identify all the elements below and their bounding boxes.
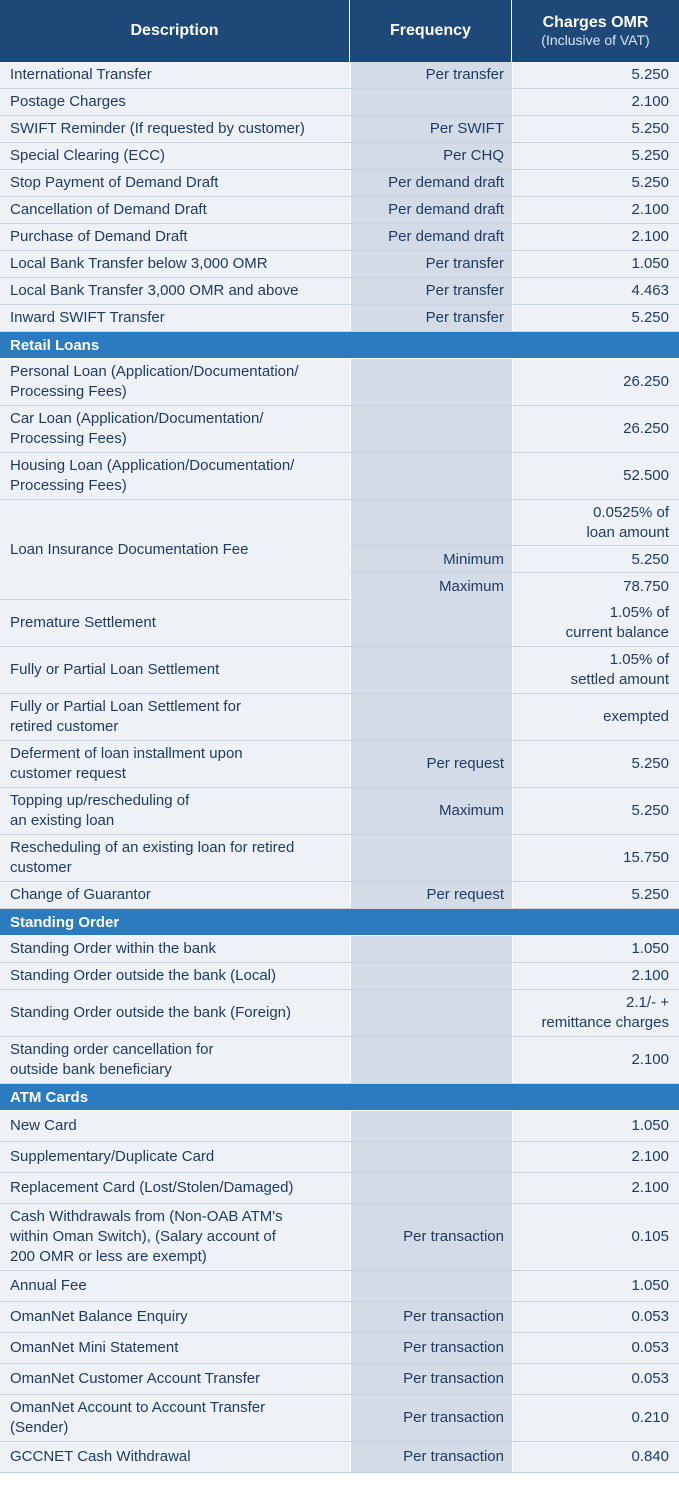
charge-cell — [512, 963, 679, 989]
header-frequency: Frequency — [350, 0, 512, 62]
charge-cell — [512, 788, 679, 834]
charge-cell — [512, 835, 679, 881]
charge-cell-text: 15.750 — [623, 849, 669, 866]
frequency-cell-text: Per transaction — [403, 1339, 504, 1356]
description-cell — [0, 89, 350, 115]
frequency-cell-text: Per demand draft — [388, 174, 504, 191]
header-charges: Charges OMR (Inclusive of VAT) — [541, 14, 650, 48]
charge-cell-text: 78.750 — [623, 577, 669, 595]
description-cell-text: International Transfer — [10, 66, 152, 83]
charge-cell — [512, 1442, 679, 1472]
description-cell — [0, 305, 350, 331]
table-row — [0, 1442, 679, 1473]
charge-cell-text: 0.210 — [631, 1409, 669, 1426]
frequency-cell — [350, 1173, 512, 1203]
charge-cell-text: 5.250 — [631, 66, 669, 83]
table-row — [0, 197, 679, 224]
charge-cell — [512, 406, 679, 452]
charge-cell-text: 1.05% of settled amount — [570, 651, 669, 688]
description-cell-text: GCCNET Cash Withdrawal — [10, 1448, 191, 1465]
frequency-cell-text: Maximum — [438, 577, 504, 595]
charge-cell-text: 0.053 — [631, 1339, 669, 1356]
description-cell — [0, 1111, 350, 1141]
frequency-cell — [350, 546, 512, 573]
charge-cell-text: 5.250 — [631, 802, 669, 819]
frequency-cell — [350, 1111, 512, 1141]
charge-cell — [512, 741, 679, 787]
charge-cell-text: 0.105 — [631, 1228, 669, 1245]
charge-cell-text: 52.500 — [623, 467, 669, 484]
table-row — [0, 116, 679, 143]
description-cell — [0, 1333, 350, 1363]
description-cell-text: OmanNet Account to Account Transfer (Sender) — [10, 1399, 266, 1436]
charge-cell — [512, 197, 679, 223]
description-cell — [0, 1302, 350, 1332]
charge-cell-text: 1.05% of current balance — [565, 604, 669, 641]
frequency-cell-text: Per CHQ — [443, 147, 504, 164]
charge-cell-text: 5.250 — [631, 550, 669, 568]
frequency-cell — [350, 1204, 512, 1270]
description-cell — [0, 278, 350, 304]
description-cell — [0, 170, 350, 196]
description-cell-text: Stop Payment of Demand Draft — [10, 174, 219, 191]
frequency-cell — [350, 647, 512, 693]
description-cell — [0, 1364, 350, 1394]
charge-cell — [512, 1037, 679, 1083]
frequency-cell — [350, 278, 512, 304]
frequency-cell — [350, 170, 512, 196]
charge-cell-text: 5.250 — [631, 755, 669, 772]
frequency-cell — [350, 1333, 512, 1363]
frequency-cell — [350, 143, 512, 169]
frequency-cell — [350, 963, 512, 989]
table-row — [0, 647, 679, 694]
description-cell — [0, 1271, 350, 1301]
frequency-cell — [350, 694, 512, 740]
description-cell — [0, 963, 350, 989]
table-row — [0, 1037, 679, 1084]
frequency-cell — [350, 741, 512, 787]
charge-cell — [512, 224, 679, 250]
frequency-cell — [350, 1442, 512, 1472]
table-row — [0, 788, 679, 835]
description-cell — [0, 251, 350, 277]
description-cell-text: Fully or Partial Loan Settlement — [10, 661, 220, 678]
charge-cell — [512, 882, 679, 908]
description-cell-text: OmanNet Customer Account Transfer — [10, 1370, 261, 1387]
charge-cell — [512, 251, 679, 277]
description-cell — [0, 990, 350, 1036]
table-row — [0, 1333, 679, 1364]
frequency-cell — [350, 453, 512, 499]
frequency-cell — [350, 1302, 512, 1332]
charge-cell — [512, 1204, 679, 1270]
charge-cell — [512, 1111, 679, 1141]
charge-cell-text: 2.100 — [631, 1179, 669, 1196]
charge-cell — [512, 62, 679, 88]
frequency-cell-text: Per demand draft — [388, 201, 504, 218]
charge-cell-text: 2.100 — [631, 228, 669, 245]
frequency-cell-text: Maximum — [438, 802, 504, 819]
description-cell-text: Housing Loan (Application/Documentation/ Processing Fees) — [10, 457, 295, 494]
charge-cell-text: 1.050 — [631, 1117, 669, 1134]
frequency-cell-text: Per transfer — [425, 309, 504, 326]
section-title: Retail Loans — [10, 336, 100, 354]
description-cell — [0, 835, 350, 881]
description-cell-text: Inward SWIFT Transfer — [10, 309, 165, 326]
section-title: ATM Cards — [10, 1088, 89, 1106]
frequency-cell — [350, 359, 512, 405]
charge-cell-text: 26.250 — [623, 420, 669, 437]
description-cell-text: Topping up/rescheduling of an existing loan — [10, 792, 190, 829]
description-cell-text: Postage Charges — [10, 93, 126, 110]
charge-cell-text: 2.100 — [631, 93, 669, 110]
description-cell — [0, 788, 350, 834]
table-row — [0, 89, 679, 116]
description-cell-text: Deferment of loan installment upon customer request — [10, 745, 243, 782]
description-cell-text: New Card — [10, 1117, 77, 1134]
section-header-row — [0, 909, 679, 936]
frequency-cell — [350, 990, 512, 1036]
charge-cell-text: 1.050 — [631, 940, 669, 957]
charge-cell-text: 0.0525% of loan amount — [586, 504, 669, 541]
table-row — [0, 62, 679, 89]
frequency-cell-text: Per transaction — [403, 1370, 504, 1387]
frequency-cell — [350, 788, 512, 834]
description-cell — [0, 359, 350, 405]
charge-cell — [512, 359, 679, 405]
table-row — [0, 305, 679, 332]
frequency-cell — [350, 116, 512, 142]
charge-cell — [512, 1302, 679, 1332]
table-row — [0, 1173, 679, 1204]
frequency-cell-text: Per transaction — [403, 1228, 504, 1245]
description-cell-text: Cash Withdrawals from (Non-OAB ATM's within Oman Switch), (Salary account of 200 OMR or less are exempt) — [10, 1208, 283, 1265]
frequency-cell-text: Per request — [426, 755, 504, 772]
charge-cell — [512, 116, 679, 142]
description-cell-text: Rescheduling of an existing loan for retired customer — [10, 839, 295, 876]
description-cell-text: Loan Insurance Documentation Fee — [10, 540, 249, 558]
frequency-cell-text: Per transaction — [403, 1448, 504, 1465]
table-row — [0, 835, 679, 882]
frequency-cell — [350, 1395, 512, 1441]
table-row — [0, 1395, 679, 1442]
table-row — [0, 1271, 679, 1302]
description-cell-text: Premature Settlement — [10, 614, 156, 631]
table-row — [0, 936, 679, 963]
description-cell-text: Special Clearing (ECC) — [10, 147, 166, 164]
charge-cell — [512, 500, 679, 546]
description-cell — [0, 1142, 350, 1172]
description-cell-text: Local Bank Transfer 3,000 OMR and above — [10, 282, 299, 299]
description-cell-text: Fully or Partial Loan Settlement for retired customer — [10, 698, 241, 735]
charge-cell-text: 2.100 — [631, 1148, 669, 1165]
description-cell-text: Cancellation of Demand Draft — [10, 201, 207, 218]
frequency-cell — [350, 936, 512, 962]
header-charges-sub: (Inclusive of VAT) — [541, 32, 650, 48]
charge-cell — [512, 1364, 679, 1394]
frequency-cell — [350, 500, 512, 546]
description-cell-text: Supplementary/Duplicate Card — [10, 1148, 215, 1165]
description-cell — [0, 224, 350, 250]
description-cell — [0, 500, 350, 599]
frequency-cell — [350, 305, 512, 331]
charge-cell-text: 2.100 — [631, 1051, 669, 1068]
charge-cell — [512, 990, 679, 1036]
charge-cell — [512, 453, 679, 499]
table-row — [0, 170, 679, 197]
charge-cell — [512, 936, 679, 962]
table-row — [0, 990, 679, 1037]
charge-cell-text: 2.1/- + remittance charges — [541, 994, 669, 1031]
description-cell — [0, 116, 350, 142]
charge-cell — [512, 89, 679, 115]
description-cell — [0, 62, 350, 88]
charge-cell-text: 1.050 — [631, 255, 669, 272]
description-cell-text: Annual Fee — [10, 1277, 87, 1294]
table-row — [0, 453, 679, 500]
charge-cell — [512, 305, 679, 331]
table-row — [0, 1111, 679, 1142]
charge-cell — [512, 170, 679, 196]
description-cell — [0, 600, 350, 646]
description-cell-text: Purchase of Demand Draft — [10, 228, 188, 245]
frequency-cell-text: Per transfer — [425, 255, 504, 272]
frequency-cell — [350, 406, 512, 452]
table-row — [0, 1142, 679, 1173]
charge-cell — [512, 694, 679, 740]
charge-cell — [512, 278, 679, 304]
table-row — [0, 500, 679, 600]
description-cell — [0, 1395, 350, 1441]
table-row — [0, 741, 679, 788]
table-row — [0, 963, 679, 990]
frequency-cell-text: Per transfer — [425, 282, 504, 299]
frequency-cell-text: Per SWIFT — [429, 120, 504, 137]
description-cell-text: Change of Guarantor — [10, 886, 151, 903]
description-cell-text: Car Loan (Application/Documentation/ Processing Fees) — [10, 410, 264, 447]
frequency-cell — [350, 600, 512, 646]
section-title: Standing Order — [10, 913, 120, 931]
charge-cell-text: 5.250 — [631, 174, 669, 191]
frequency-cell — [350, 224, 512, 250]
charge-cell-text: 0.840 — [631, 1448, 669, 1465]
table-row — [0, 251, 679, 278]
description-cell — [0, 694, 350, 740]
description-cell — [0, 1037, 350, 1083]
table-row — [0, 1302, 679, 1333]
description-cell-text: OmanNet Balance Enquiry — [10, 1308, 188, 1325]
frequency-cell — [350, 1037, 512, 1083]
description-cell — [0, 936, 350, 962]
charge-cell-text: 1.050 — [631, 1277, 669, 1294]
table-row — [0, 359, 679, 406]
table-row — [0, 694, 679, 741]
charge-cell-text: 0.053 — [631, 1370, 669, 1387]
frequency-cell-text: Per transaction — [403, 1409, 504, 1426]
table-header — [0, 0, 679, 62]
description-cell — [0, 143, 350, 169]
charge-cell — [512, 1333, 679, 1363]
description-cell-text: Standing order cancellation for outside bank beneficiary — [10, 1041, 214, 1078]
section-header-row — [0, 1084, 679, 1111]
frequency-cell-text: Per demand draft — [388, 228, 504, 245]
description-cell-text: Personal Loan (Application/Documentation/ Processing Fees) — [10, 363, 299, 400]
table-row — [0, 278, 679, 305]
description-cell — [0, 647, 350, 693]
charge-cell-text: 5.250 — [631, 147, 669, 164]
frequency-cell-text: Per transaction — [403, 1308, 504, 1325]
description-cell-text: SWIFT Reminder (If requested by customer) — [10, 120, 305, 137]
description-cell — [0, 406, 350, 452]
description-cell-text: Local Bank Transfer below 3,000 OMR — [10, 255, 268, 272]
table-row — [0, 224, 679, 251]
frequency-cell-text: Minimum — [443, 550, 504, 568]
charge-cell-text: 2.100 — [631, 201, 669, 218]
frequency-cell — [350, 197, 512, 223]
description-cell — [0, 882, 350, 908]
table-row — [0, 882, 679, 909]
description-cell — [0, 453, 350, 499]
table-row — [0, 1204, 679, 1271]
description-cell-text: Standing Order outside the bank (Local) — [10, 967, 276, 984]
frequency-cell — [350, 62, 512, 88]
charge-cell — [512, 1395, 679, 1441]
description-cell — [0, 1173, 350, 1203]
header-description: Description — [0, 0, 350, 62]
frequency-cell — [350, 835, 512, 881]
charge-cell-text: 26.250 — [623, 373, 669, 390]
table-row — [0, 1364, 679, 1395]
charge-cell — [512, 1271, 679, 1301]
frequency-cell — [350, 882, 512, 908]
description-cell-text: Standing Order within the bank — [10, 940, 216, 957]
table-row — [0, 600, 679, 647]
description-cell — [0, 741, 350, 787]
frequency-cell — [350, 573, 512, 600]
description-cell — [0, 1442, 350, 1472]
description-cell — [0, 1204, 350, 1270]
description-cell-text: Replacement Card (Lost/Stolen/Damaged) — [10, 1179, 294, 1196]
frequency-cell — [350, 1142, 512, 1172]
frequency-cell — [350, 1364, 512, 1394]
charge-cell — [512, 573, 679, 600]
charge-cell — [512, 546, 679, 573]
charge-cell — [512, 600, 679, 646]
charge-cell-text: exempted — [603, 708, 669, 725]
section-header-row — [0, 332, 679, 359]
frequency-cell — [350, 251, 512, 277]
table-row — [0, 406, 679, 453]
charge-cell — [512, 647, 679, 693]
frequency-cell-text: Per transfer — [425, 66, 504, 83]
charge-cell-text: 0.053 — [631, 1308, 669, 1325]
charge-cell-text: 5.250 — [631, 309, 669, 326]
frequency-cell — [350, 1271, 512, 1301]
frequency-cell — [350, 89, 512, 115]
charge-cell-text: 5.250 — [631, 886, 669, 903]
description-cell-text: Standing Order outside the bank (Foreign) — [10, 1004, 291, 1021]
charge-cell-text: 2.100 — [631, 967, 669, 984]
frequency-cell-text: Per request — [426, 886, 504, 903]
table-row — [0, 143, 679, 170]
description-cell — [0, 197, 350, 223]
description-cell-text: OmanNet Mini Statement — [10, 1339, 179, 1356]
charge-cell — [512, 143, 679, 169]
charge-cell — [512, 1142, 679, 1172]
charge-cell-text: 5.250 — [631, 120, 669, 137]
charge-cell-text: 4.463 — [631, 282, 669, 299]
charge-cell — [512, 1173, 679, 1203]
